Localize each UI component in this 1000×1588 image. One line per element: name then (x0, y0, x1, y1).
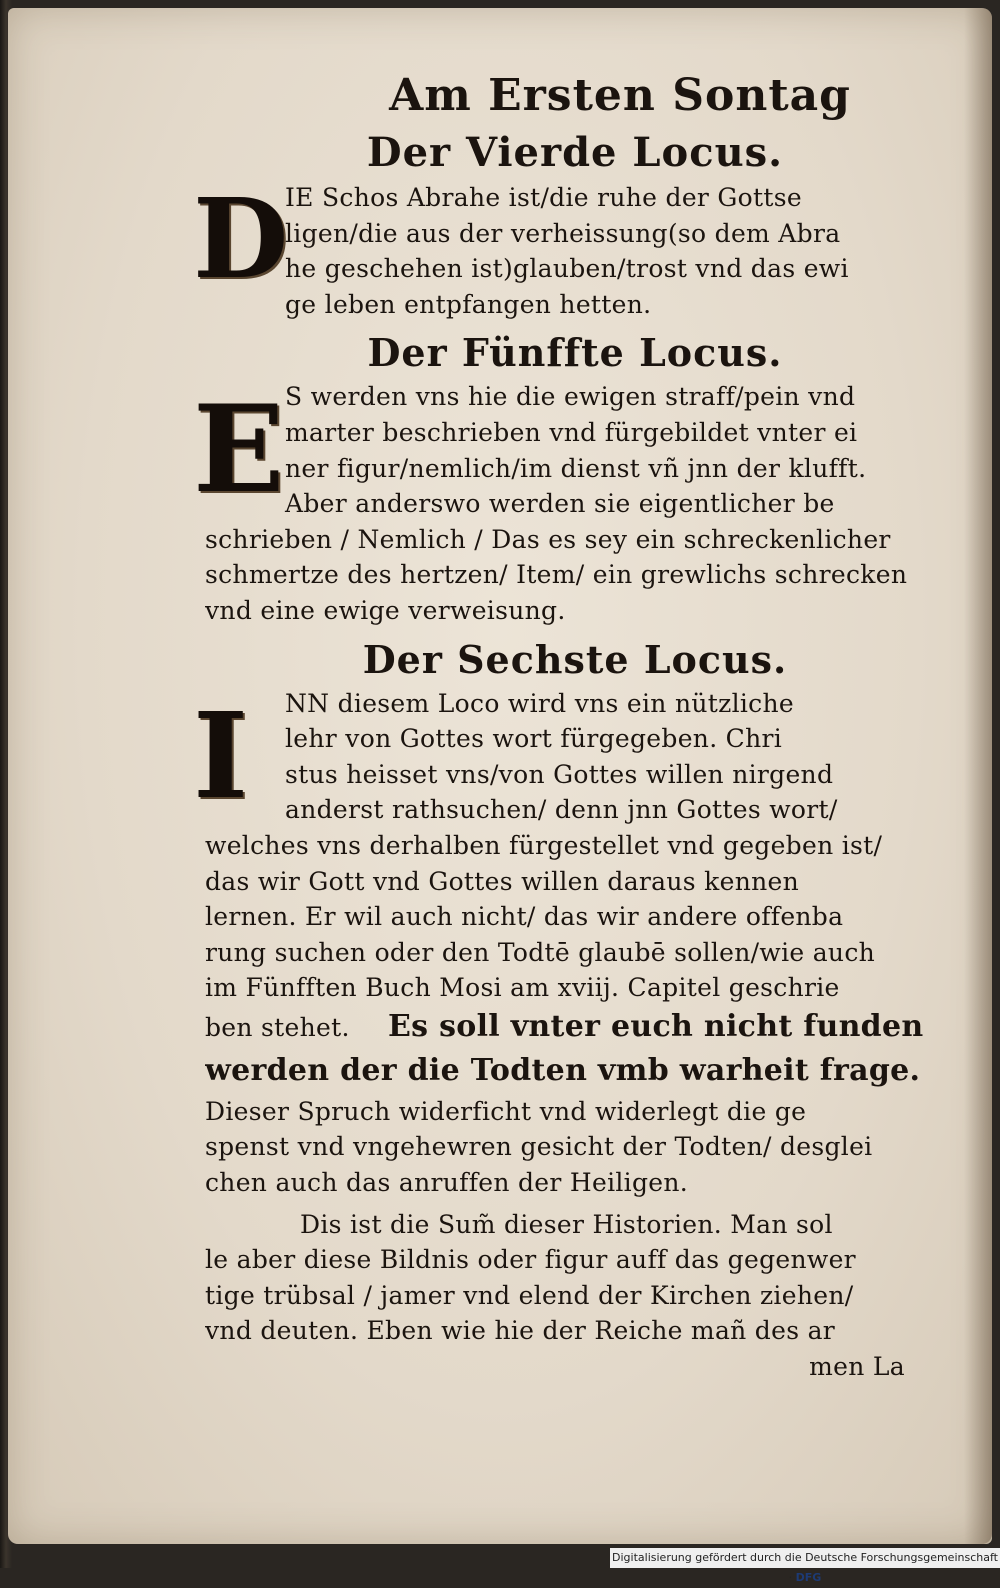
catchword: men La (809, 1352, 905, 1382)
text-line: vnd deuten. Eben wie hie der Reiche mañ des ar (205, 1316, 836, 1346)
text-line: Dis ist die Sum̃ dieser Historien. Man sol (300, 1209, 833, 1239)
text-line: ge leben entpfangen hetten. (285, 289, 652, 319)
text-line: anderst rathsuchen/ denn jnn Gottes wort/ (285, 795, 838, 825)
text-line: tige trübsal / jamer vnd elend der Kirchen ziehen/ (205, 1280, 854, 1310)
text-line: im Fünfften Buch Mosi am xviij. Capitel geschrie (205, 973, 840, 1003)
text-line: welches vns derhalben fürgestellet vnd gegeben ist/ (205, 830, 883, 860)
text-line: vnd eine ewige verweisung. (205, 595, 566, 625)
text-fragment: ben stehet. (205, 1012, 350, 1042)
text-line: chen auch das anruffen der Heiligen. (205, 1168, 689, 1198)
digitization-credit (610, 1548, 1000, 1584)
text-line: spenst vnd vngehewren gesicht der Todten/ desglei (205, 1132, 873, 1162)
text-line: ligen/die aus der verheissung(so dem Abra (285, 218, 841, 248)
text-line: rung suchen oder den Todtē glaubē sollen/wie auch (205, 937, 876, 967)
section-body-2 (193, 379, 945, 628)
section-body-1 (193, 174, 945, 322)
text-line: Dieser Spruch widerficht vnd widerlegt die ge (205, 1096, 807, 1126)
page-text-block (193, 70, 945, 1385)
text-line: IE Schos Abrahe ist/die ruhe der Gottse (285, 183, 802, 212)
text-line: S werden vns hie die ewigen straff/pein vnd (285, 382, 856, 412)
text-line: le aber diese Bildnis oder figur auff das gegenwer (205, 1245, 856, 1275)
text-line: schmertze des hertzen/ Item/ ein grewlichs schrecken (205, 560, 908, 590)
text-line (205, 1006, 945, 1048)
text-line: lernen. Er wil auch nicht/ das wir andere offenba (205, 902, 844, 932)
dropcap-initial: D (193, 174, 289, 303)
page-gutter-shadow (964, 8, 992, 1544)
dropcap-initial: E (193, 379, 285, 521)
text-line: schrieben / Nemlich / Das es sey ein schreckenlicher (205, 524, 891, 554)
closing-paragraph (205, 1207, 945, 1385)
text-line: marter beschrieben vnd fürgebildet vnter ei (285, 417, 858, 447)
text-line: he geschehen ist)glauben/trost vnd das ewi (285, 254, 849, 284)
section-heading-3: Der Sechste Locus. (362, 636, 788, 682)
text-line: NN diesem Loco wird vns ein nützliche (285, 688, 794, 718)
running-head: Am Ersten Sontag (389, 70, 851, 121)
scripture-quote: werden der die Todten vmb warheit frage. (205, 1052, 921, 1088)
section-heading-1: Der Vierde Locus. (366, 129, 784, 176)
scripture-quote: Es soll vnter euch nicht funden (387, 1008, 924, 1044)
text-line: ner figur/nemlich/im dienst vñ jnn der klufft. (285, 453, 867, 483)
dropcap-initial: I (193, 685, 249, 825)
text-line: das wir Gott vnd Gottes willen daraus kennen (205, 866, 800, 896)
text-line: stus heisset vns/von Gottes willen nirgend (285, 759, 834, 789)
dfg-logo: DFG (795, 1571, 822, 1584)
section-body-3 (193, 685, 945, 1201)
text-line: lehr von Gottes wort fürgegeben. Chri (285, 724, 783, 754)
text-line: Aber anderswo werden sie eigentlicher be (285, 489, 835, 519)
credit-text: Digitalisierung gefördert durch die Deutsche Forschungsgemeinschaft · (612, 1551, 998, 1584)
section-heading-2: Der Fünffte Locus. (367, 330, 783, 376)
